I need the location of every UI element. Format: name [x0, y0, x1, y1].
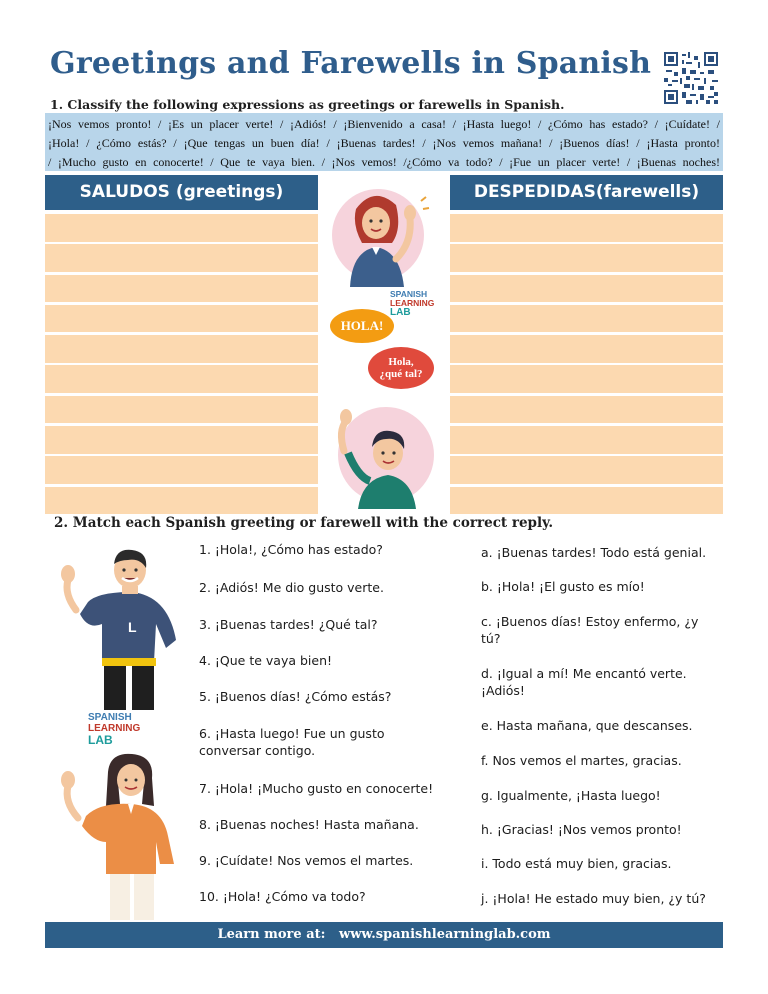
answer-row[interactable]: [45, 305, 318, 333]
footer-website-link[interactable]: Learn more at: www.spanishlearninglab.com: [45, 922, 723, 948]
answer-row[interactable]: [45, 456, 318, 484]
answer-row[interactable]: [45, 396, 318, 424]
answer-row[interactable]: [450, 275, 723, 303]
answer-row[interactable]: [450, 426, 723, 454]
match-reply: j. ¡Hola! He estado muy bien, ¿y tú?: [481, 891, 706, 906]
match-reply: a. ¡Buenas tardes! Todo está genial.: [481, 545, 707, 560]
answer-row[interactable]: [450, 305, 723, 333]
match-prompt: 7. ¡Hola! ¡Mucho gusto en conocerte!: [199, 781, 434, 796]
answer-row[interactable]: [450, 487, 723, 515]
match-prompt: 6. ¡Hasta luego! Fue un gusto conversar contigo.: [199, 726, 385, 758]
match-prompt: 4. ¡Que te vaya bien!: [199, 653, 333, 668]
answer-row[interactable]: [45, 275, 318, 303]
match-reply: g. Igualmente, ¡Hasta luego!: [481, 788, 661, 803]
answer-row[interactable]: [450, 456, 723, 484]
answer-row[interactable]: [45, 335, 318, 363]
answer-row[interactable]: [45, 365, 318, 393]
match-prompt: 9. ¡Cuídate! Nos vemos el martes.: [199, 853, 414, 868]
page-title: Greetings and Farewells in Spanish: [50, 46, 652, 81]
match-prompt: 8. ¡Buenas noches! Hasta mañana.: [199, 817, 419, 832]
answer-row[interactable]: [450, 396, 723, 424]
match-reply: e. Hasta mañana, que descanses.: [481, 718, 693, 733]
farewells-column-header: DESPEDIDAS(farewells): [450, 175, 723, 210]
qr-code[interactable]: [664, 52, 718, 104]
answer-row[interactable]: [45, 487, 318, 515]
match-reply: c. ¡Buenos días! Estoy enfermo, ¿y tú?: [481, 614, 699, 646]
greetings-answer-rows: [45, 214, 318, 517]
expression-line: ¡Nos vemos pronto! / ¡Es un placer verte! / ¡Adiós! / ¡Bienvenido a casa! / ¡Hasta luego! / ¿Cómo has estado? / ¡Cuídate! /: [48, 117, 720, 131]
expression-line: / ¡Mucho gusto en conocerte! / Que te vaya bien. / ¡Nos vemos! /¿Cómo va todo? / ¡Fue un placer verte! / ¡Buenas noches!: [48, 155, 720, 169]
match-prompt: 1. ¡Hola!, ¿Cómo has estado?: [199, 542, 383, 557]
que-tal-speech-bubble: Hola, ¿qué tal?: [368, 347, 434, 389]
svg-text:L: L: [128, 619, 137, 635]
match-prompt: 3. ¡Buenas tardes! ¿Qué tal?: [199, 617, 378, 632]
match-reply: b. ¡Hola! ¡El gusto es mío!: [481, 579, 645, 594]
match-prompt: 2. ¡Adiós! Me dio gusto verte.: [199, 580, 384, 595]
answer-row[interactable]: [45, 214, 318, 242]
answer-row[interactable]: [45, 244, 318, 272]
woman-waving-illustration: [56, 752, 188, 920]
answer-row[interactable]: [450, 335, 723, 363]
answer-row[interactable]: [450, 365, 723, 393]
match-reply: i. Todo está muy bien, gracias.: [481, 856, 672, 871]
match-prompt: 5. ¡Buenos días! ¿Cómo estás?: [199, 689, 392, 704]
answer-row[interactable]: [450, 244, 723, 272]
section2-heading: 2. Match each Spanish greeting or farewell with the correct reply.: [54, 515, 554, 531]
section1-heading: 1. Classify the following expressions as greetings or farewells in Spanish.: [50, 97, 565, 112]
match-prompt: 10. ¡Hola! ¿Cómo va todo?: [199, 889, 366, 904]
match-reply: f. Nos vemos el martes, gracias.: [481, 753, 682, 768]
man-waving-illustration: [58, 540, 188, 710]
hola-speech-bubble: HOLA!: [330, 309, 394, 343]
spanish-learning-lab-logo: SPANISH LEARNING LAB: [88, 712, 141, 747]
expression-list: [45, 113, 723, 171]
farewells-answer-rows: [450, 214, 723, 517]
spanish-learning-lab-logo: SPANISH LEARNING LAB: [390, 289, 435, 318]
answer-row[interactable]: [450, 214, 723, 242]
answer-row[interactable]: [45, 426, 318, 454]
match-reply: d. ¡Igual a mí! Me encantó verte. ¡Adiós!: [481, 666, 687, 698]
girl-waving-illustration: [326, 179, 436, 289]
expression-line: ¡Hola! / ¿Cómo estás? / ¡Que tengas un buen día! / ¡Buenas tardes! / ¡Nos vemos mañana! / ¡Buenos días! / ¡Hasta pronto!: [48, 136, 720, 150]
boy-waving-illustration: [328, 397, 438, 509]
greetings-column-header: SALUDOS (greetings): [45, 175, 318, 210]
match-reply: h. ¡Gracias! ¡Nos vemos pronto!: [481, 822, 682, 837]
middle-illustration: [320, 175, 448, 515]
